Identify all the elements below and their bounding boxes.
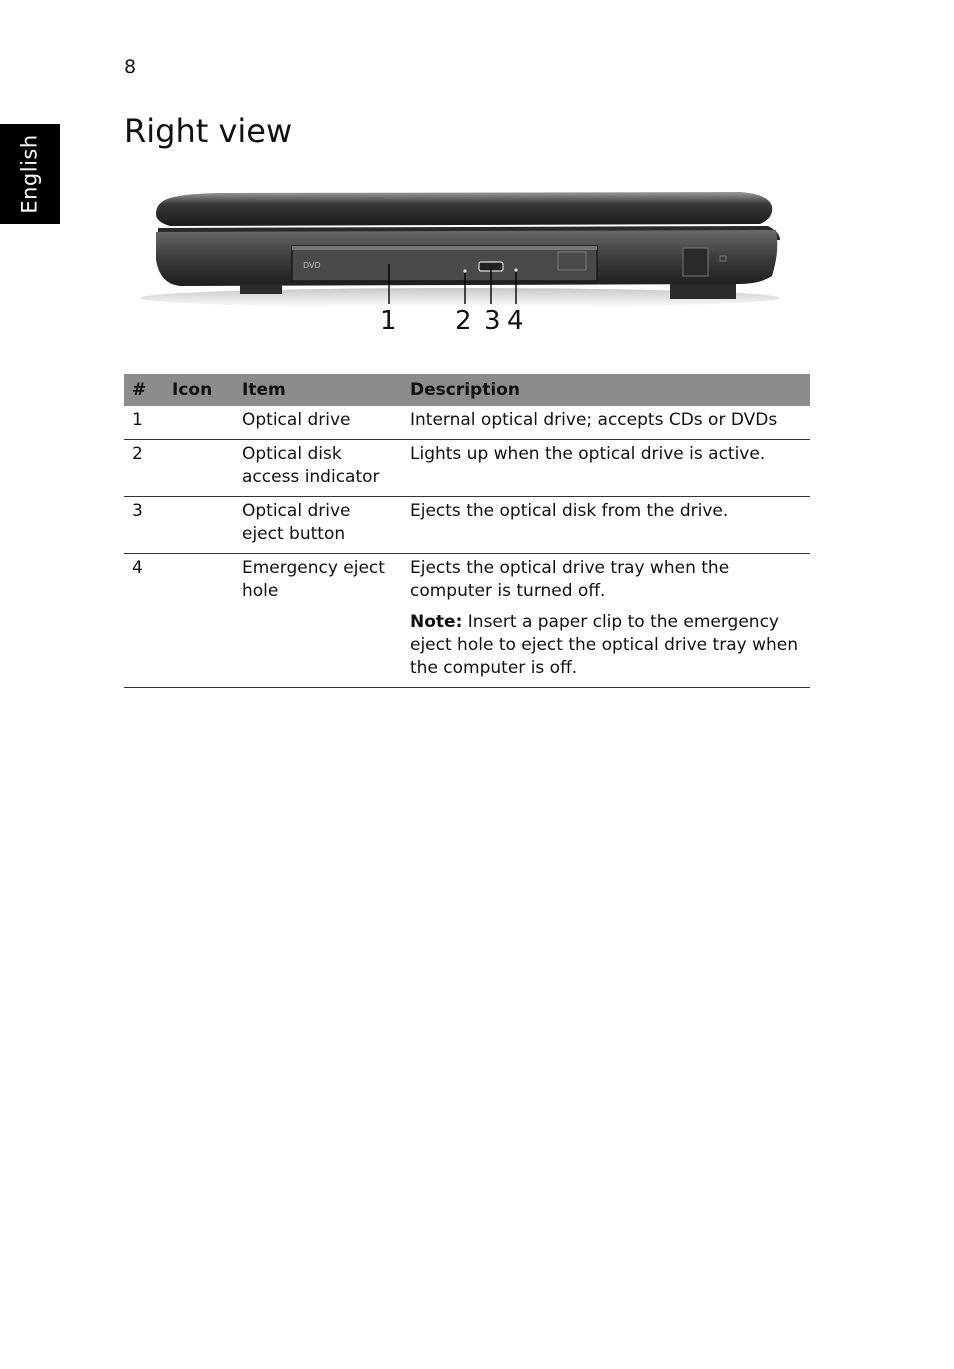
svg-text:DVD: DVD — [303, 261, 321, 270]
note-text: Insert a paper clip to the emergency eject hole to eject the optical drive tray when the computer is off. — [410, 612, 798, 678]
page-number: 8 — [124, 56, 137, 78]
note-label: Note: — [410, 612, 463, 632]
row-note — [410, 611, 802, 680]
row-description-text: Internal optical drive; accepts CDs or DVDs — [410, 410, 778, 430]
row-number: 1 — [124, 406, 164, 440]
callout-3: 3 — [484, 306, 501, 336]
row-item: Optical drive — [234, 406, 402, 440]
row-item: Emergency eject hole — [234, 554, 402, 688]
table-row — [124, 440, 810, 497]
laptop-right-view-figure — [140, 180, 800, 345]
callout-2: 2 — [455, 306, 472, 336]
header-item: Item — [234, 374, 402, 406]
row-item: Optical disk access indicator — [234, 440, 402, 497]
table-row — [124, 406, 810, 440]
row-description — [402, 497, 810, 554]
callout-4: 4 — [507, 306, 524, 336]
row-icon — [164, 440, 234, 497]
header-icon: Icon — [164, 374, 234, 406]
row-number: 4 — [124, 554, 164, 688]
row-description — [402, 440, 810, 497]
language-tab — [0, 124, 60, 224]
page-title: Right view — [124, 112, 293, 150]
table-row — [124, 554, 810, 688]
row-description — [402, 554, 810, 688]
row-description-text: Ejects the optical disk from the drive. — [410, 501, 729, 521]
header-description: Description — [402, 374, 810, 406]
row-number: 2 — [124, 440, 164, 497]
row-icon — [164, 554, 234, 688]
row-icon — [164, 497, 234, 554]
language-tab-label: English — [18, 134, 43, 214]
table-header-row — [124, 374, 810, 406]
row-description-text: Lights up when the optical drive is active. — [410, 444, 766, 464]
row-icon — [164, 406, 234, 440]
row-number: 3 — [124, 497, 164, 554]
row-description — [402, 406, 810, 440]
header-number: # — [124, 374, 164, 406]
callout-1: 1 — [380, 306, 397, 336]
row-item: Optical drive eject button — [234, 497, 402, 554]
right-view-components-table — [124, 374, 810, 688]
row-description-text: Ejects the optical drive tray when the computer is turned off. — [410, 558, 730, 601]
table-row — [124, 497, 810, 554]
